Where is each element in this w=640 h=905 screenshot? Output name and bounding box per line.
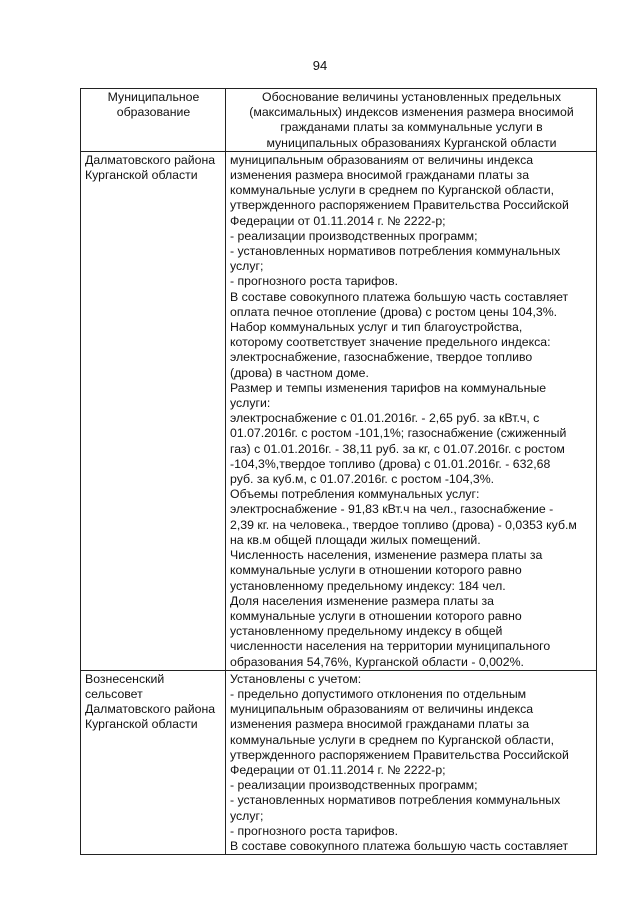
justification-line: утвержденного распоряжением Правительства Российской [230,198,569,213]
justification-line: коммунальные услуги в среднем по Курганской области, [230,732,555,747]
header-justification-line: Обоснование величины установленных предельных [262,90,561,104]
municipality-line: Далматовского района [85,152,216,167]
justification-line: муниципальным образованиям от величины индекса [230,152,534,167]
justification-line: -104,3%,твердое топливо (дрова) с 01.01.2016г. - 632,68 [230,456,551,471]
justification-line: - предельно допустимого отклонения по отдельным [230,686,527,701]
justification-line: образования 54,76%, Курганской области - 0,002%. [230,654,524,669]
justification-line: установленному предельному индексу в общей [230,624,503,639]
header-justification [226,89,597,152]
justification-line: Федерации от 01.11.2014 г. № 2222-р; [230,213,446,228]
table-row [81,670,597,854]
page-number: 94 [312,58,328,73]
justification-line: численности населения на территории муниципального [230,639,551,654]
justification-line: оплата печное отопление (дрова) с ростом цены 104,3%. [230,304,558,319]
justification-line: В составе совокупного платежа большую часть составляет [230,838,569,853]
justification-line: - прогнозного роста тарифов. [230,823,399,838]
justification-line: услуг; [230,259,264,274]
justification-cell [226,670,597,854]
justification-line: коммунальные услуги в среднем по Курганской области, [230,183,555,198]
justification-line: коммунальные услуги в отношении которого равно [230,608,522,623]
justification-line: Численность населения, изменение размера платы за [230,548,543,563]
table-header-row [81,89,597,152]
justification-line: коммунальные услуги в отношении которого равно [230,563,522,578]
justification-line: 01.07.2016г. с ростом -101,1%; газоснабжение (сжиженный [230,426,567,441]
municipality-line: сельсовет [85,686,143,701]
justification-line: услуг; [230,808,264,823]
justification-line: установленному предельному индексу: 184 чел. [230,578,506,593]
justification-line: руб. за куб.м, с 01.07.2016г. с ростом -104,3%. [230,472,495,487]
justification-line: Федерации от 01.11.2014 г. № 2222-р; [230,762,446,777]
justification-line: Доля населения изменение размера платы за [230,593,494,608]
justification-line: изменения размера вносимой гражданами платы за [230,717,530,732]
justification-line: Набор коммунальных услуг и тип благоустройства, [230,320,523,335]
justification-line: - прогнозного роста тарифов. [230,274,399,289]
justification-line: Объемы потребления коммунальных услуг: [230,487,480,502]
municipality-line: Далматовского района [85,702,216,717]
municipality-line: Курганской области [85,168,198,183]
municipality-line: Вознесенский [85,671,165,686]
justification-line: услуги: [230,396,271,411]
justification-line: - установленных нормативов потребления коммунальных [230,793,561,808]
municipality-line: Курганской области [85,717,198,732]
justification-line: - установленных нормативов потребления коммунальных [230,244,561,259]
justification-line: изменения размера вносимой гражданами платы за [230,168,530,183]
justification-line: Размер и темпы изменения тарифов на коммунальные [230,380,547,395]
justification-line: газ) с 01.01.2016г. - 38,11 руб. за кг, с 01.07.2016г. с ростом [230,441,565,456]
justification-cell [226,151,597,670]
header-justification-line: (максимальных) индексов изменения размера вносимой [249,105,574,120]
justification-line: утвержденного распоряжением Правительства Российской [230,747,569,762]
justification-line: электроснабжение с 01.01.2016г. - 2,65 руб. за кВт.ч, с [230,411,540,426]
justification-line: электроснабжение, газоснабжение, твердое топливо [230,350,533,365]
header-municipality-line: Муниципальное [107,90,200,104]
justification-table [80,88,597,855]
justification-line: муниципальным образованиям от величины индекса [230,702,534,717]
table-row [81,151,597,670]
justification-line: В составе совокупного платежа большую часть составляет [230,289,569,304]
header-justification-line: муниципальных образованиях Курганской области [266,135,557,150]
header-municipality [81,89,226,152]
justification-line: - реализации производственных программ; [230,228,478,243]
municipality-cell [81,151,226,670]
justification-line: - реализации производственных программ; [230,778,478,793]
justification-line: на кв.м общей площади жилых помещений. [230,532,481,547]
justification-line: Установлены с учетом: [230,671,362,686]
municipality-cell [81,670,226,854]
justification-line: (дрова) в частном доме. [230,365,369,380]
justification-line: электроснабжение - 91,83 кВт.ч на чел., газоснабжение - [230,502,554,517]
header-municipality-line: образование [116,105,191,120]
justification-line: 2,39 кг. на человека., твердое топливо (дрова) - 0,0353 куб.м [230,517,577,532]
justification-line: которому соответствует значение предельного индекса: [230,335,551,350]
header-justification-line: гражданами платы за коммунальные услуги в [280,120,543,135]
